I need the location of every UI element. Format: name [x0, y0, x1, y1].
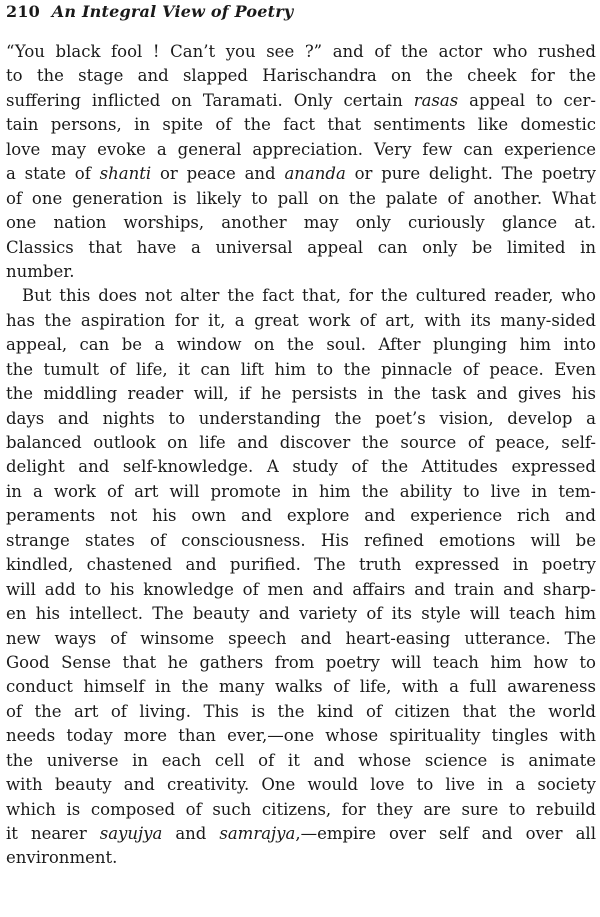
paragraph [6, 284, 596, 871]
text-line [6, 822, 596, 846]
text-run: love may evoke a general appreciation. Very few can experience [6, 139, 596, 159]
italic-term: shanti [99, 164, 152, 184]
text-line [6, 724, 596, 748]
italic-term: ananda [284, 164, 346, 184]
text-line [6, 89, 596, 113]
italic-term: rasas [413, 90, 459, 110]
text-run: strange states of consciousness. His refined emotions will be [6, 530, 596, 550]
text-run: the universe in each cell of it and whose science is animate [6, 750, 596, 770]
paragraph [6, 40, 596, 284]
text-line [6, 211, 596, 235]
text-line [6, 675, 596, 699]
text-run: which is composed of such citizens, for they are sure to rebuild [6, 799, 596, 819]
text-run: suffering inflicted on Taramati. Only certain [6, 90, 414, 110]
text-run: appeal to cer- [458, 90, 596, 110]
text-line [6, 773, 596, 797]
text-line [6, 358, 596, 382]
text-line [6, 236, 596, 260]
text-run: Classics that have a universal appeal can only be limited in [6, 237, 596, 257]
text-line [6, 627, 596, 651]
text-line [6, 431, 596, 455]
text-run: of the art of living. This is the kind of citizen that the world [6, 701, 596, 721]
text-run: But this does not alter the fact that, for the cultured reader, who [22, 286, 596, 306]
text-run: peraments not his own and explore and experience rich and [6, 506, 596, 526]
book-title: An Integral View of Poetry [51, 2, 294, 21]
text-run: of one generation is likely to pall on the palate of another. What [6, 188, 596, 208]
text-line [6, 651, 596, 675]
text-run: the middling reader will, if he persists in the task and gives his [6, 384, 596, 404]
text-run: or peace and [151, 164, 285, 184]
text-run: has the aspiration for it, a great work of art, with its many-sided [6, 310, 596, 330]
text-line [6, 284, 596, 308]
running-head [6, 2, 293, 21]
text-line [6, 309, 596, 333]
text-run: and [162, 824, 220, 843]
text-run: to the stage and slapped Harischandra on the cheek for the [6, 66, 596, 86]
text-line [6, 64, 596, 88]
text-run: one nation worships, another may only curiously glance at. [6, 213, 596, 233]
text-run: or pure delight. The poetry [345, 164, 596, 184]
text-line [6, 162, 596, 186]
text-run: needs today more than ever,—one whose spirituality tingles with [6, 726, 596, 746]
text-run: days and nights to understanding the poet’s vision, develop a [6, 408, 596, 428]
text-line [6, 260, 596, 284]
text-line [6, 798, 596, 822]
text-run: en his intellect. The beauty and variety of its style will teach him [6, 604, 596, 624]
text-run: ,—empire over self and over all [295, 824, 596, 843]
text-line [6, 700, 596, 724]
text-line [6, 138, 596, 162]
text-run: in a work of art will promote in him the ability to live in tem- [6, 481, 596, 501]
text-line [6, 40, 596, 64]
text-run: environment. [6, 848, 118, 868]
text-run: conduct himself in the many walks of life, with a full awareness [6, 677, 596, 697]
text-run: with beauty and creativity. One would love to live in a society [6, 775, 596, 795]
text-run: a state of [6, 164, 100, 184]
text-run: number. [6, 261, 75, 281]
text-line [6, 749, 596, 773]
text-run: will add to his knowledge of men and affairs and train and sharp- [6, 579, 596, 599]
italic-term: sayujya [99, 824, 163, 843]
text-line [6, 382, 596, 406]
text-line [6, 113, 596, 137]
text-run: the tumult of life, it can lift him to the pinnacle of peace. Even [6, 359, 596, 379]
text-line [6, 504, 596, 528]
text-line [6, 187, 596, 211]
text-line [6, 333, 596, 357]
text-line [6, 602, 596, 626]
text-run: it nearer [6, 824, 100, 843]
text-run: new ways of winsome speech and heart-easing utterance. The [6, 628, 596, 648]
text-run: balanced outlook on life and discover the source of peace, self- [6, 433, 596, 452]
text-line [6, 553, 596, 577]
text-run: appeal, can be a window on the soul. After plunging him into [6, 335, 596, 355]
page-number: 210 [6, 2, 40, 21]
text-run: kindled, chastened and purified. The truth expressed in poetry [6, 555, 596, 575]
text-line [6, 578, 596, 602]
text-line [6, 480, 596, 504]
text-run: Good Sense that he gathers from poetry will teach him how to [6, 652, 596, 672]
text-run: “You black fool ! Can’t you see ?” and of the actor who rushed [6, 42, 596, 61]
text-line [6, 846, 596, 870]
text-line [6, 455, 596, 479]
text-run: tain persons, in spite of the fact that sentiments like domestic [6, 115, 596, 135]
text-run: delight and self-knowledge. A study of the Attitudes expressed [6, 457, 596, 477]
text-line [6, 529, 596, 553]
body-text [6, 40, 596, 871]
italic-term: samrajya [219, 824, 296, 843]
text-line [6, 407, 596, 431]
